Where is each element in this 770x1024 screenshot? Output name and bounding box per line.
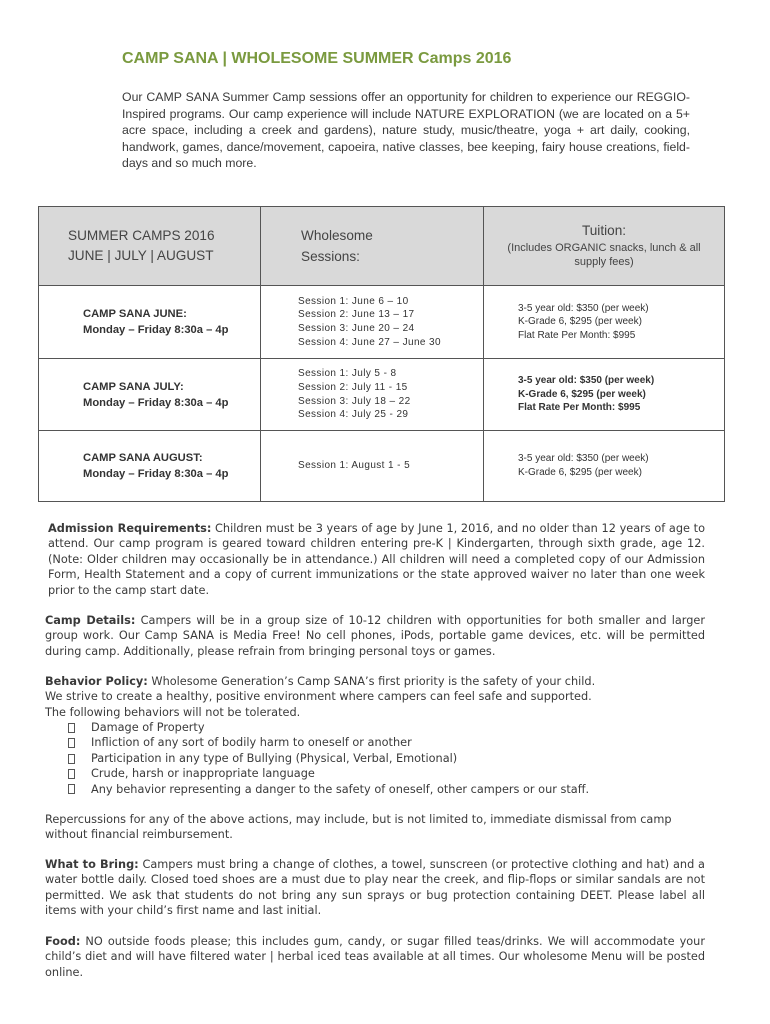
header-camps-line2: JUNE | JULY | AUGUST	[68, 248, 214, 263]
header-sessions	[261, 207, 484, 286]
bullet-box-icon	[68, 723, 75, 733]
header-camps-line1: SUMMER CAMPS 2016	[68, 228, 215, 243]
camp-name: CAMP SANA JULY:	[83, 380, 184, 393]
list-item	[68, 735, 589, 750]
camp-hours: Monday – Friday 8:30a – 4p	[83, 396, 229, 409]
session-item: Session 3: July 18 – 22	[298, 395, 411, 407]
list-item	[68, 766, 589, 781]
table-row	[39, 359, 725, 431]
session-item: Session 1: July 5 - 8	[298, 368, 397, 380]
tuition-cell	[484, 431, 725, 502]
behavior-label: Behavior Policy:	[45, 675, 148, 688]
details-section	[45, 613, 705, 659]
header-tuition-title: Tuition:	[581, 223, 627, 238]
list-item	[68, 782, 589, 797]
table-header-row	[39, 207, 725, 286]
camp-hours: Monday – Friday 8:30a – 4p	[83, 324, 229, 336]
session-item: Session 1: August 1 - 5	[298, 460, 411, 472]
admission-section	[48, 521, 705, 598]
sessions-cell	[261, 431, 484, 502]
camp-hours: Monday – Friday 8:30a – 4p	[83, 468, 229, 480]
tuition-item: 3-5 year old: $350 (per week)	[518, 375, 655, 387]
tuition-item: K-Grade 6, $295 (per week)	[518, 388, 646, 400]
session-item: Session 1: June 6 – 10	[298, 295, 409, 307]
list-item-text: Any behavior representing a danger to the safety of oneself, other campers or our staff.	[91, 782, 590, 796]
details-label: Camp Details:	[45, 614, 136, 627]
header-sessions-line1: Wholesome	[301, 228, 373, 243]
document-title: CAMP SANA | WHOLESOME SUMMER Camps 2016	[122, 50, 512, 67]
behavior-line1: Wholesome Generation’s Camp SANA’s first priority is the safety of your child.	[147, 675, 596, 688]
table-row	[39, 286, 725, 359]
admission-label: Admission Requirements:	[48, 522, 212, 535]
camps-table	[38, 206, 725, 502]
header-tuition	[484, 207, 725, 286]
sessions-cell	[261, 359, 484, 431]
camp-name: CAMP SANA AUGUST:	[83, 452, 203, 464]
bullet-box-icon	[68, 769, 75, 779]
table-row	[39, 431, 725, 502]
header-tuition-note: (Includes ORGANIC snacks, lunch & all supply fees)	[507, 242, 701, 268]
list-item	[68, 720, 589, 735]
header-sessions-line2: Sessions:	[301, 249, 360, 264]
bring-section	[45, 857, 705, 919]
behavior-list	[68, 720, 589, 797]
session-item: Session 2: June 13 – 17	[298, 309, 415, 321]
food-section	[45, 934, 705, 980]
camp-name-cell	[39, 359, 261, 431]
sessions-cell	[261, 286, 484, 359]
tuition-cell	[484, 359, 725, 431]
list-item	[68, 751, 589, 766]
tuition-item: 3-5 year old: $350 (per week)	[518, 453, 649, 465]
behavior-line3: The following behaviors will not be tolerated.	[45, 705, 301, 719]
bring-label: What to Bring:	[45, 858, 139, 871]
tuition-item: K-Grade 6, $295 (per week)	[518, 467, 642, 478]
tuition-item: 3-5 year old: $350 (per week)	[518, 302, 649, 314]
details-text: Campers will be in a group size of 10-12 children with opportunities for both smaller and larger group work. Our Camp SANA is Media Free! No cell phones, iPods, portable game devices, etc. will be permitted during camp. Additionally, please refrain from bringing personal toys or games.	[45, 614, 706, 658]
list-item-text: Participation in any type of Bullying (Physical, Verbal, Emotional)	[91, 751, 458, 765]
admission-text: Children must be 3 years of age by June 1, 2016, and no older than 12 years of age to attend. Our camp program is geared toward children entering pre-K | Kindergarten, through sixth grade, age 12. (Note: Older children may occasionally be in attendance.) All children will need a completed copy of our Admission Form, Health Statement and a copy of current immunizations or the state approved waiver no later than one week prior to the camp start date.	[48, 522, 705, 597]
behavior-line2: We strive to create a healthy, positive environment where campers can feel safe and supported.	[45, 690, 592, 704]
bring-text: Campers must bring a change of clothes, a towel, sunscreen (or protective clothing and hat) and a water bottle daily. Closed toed shoes are a must due to play near the creek, and flip-flops or similar sandals are not permitted. We ask that students do not bring any sun sprays or bug protection containing DEET. Please label all items with your child’s first name and last initial.	[45, 858, 705, 918]
bullet-box-icon	[68, 738, 75, 748]
session-item: Session 4: June 27 – June 30	[298, 336, 441, 348]
list-item-text: Damage of Property	[91, 721, 205, 734]
food-text: NO outside foods please; this includes gum, candy, or sugar filled teas/drinks. We will accommodate your child’s diet and will have filtered water | herbal iced teas available at all times. Our wholesome Menu will be posted online.	[45, 935, 705, 979]
behavior-section	[45, 674, 705, 720]
session-item: Session 3: June 20 – 24	[298, 323, 415, 334]
header-camps	[39, 207, 261, 286]
bullet-box-icon	[68, 784, 75, 794]
repercussions-paragraph: Repercussions for any of the above actions, may include, but is not limited to, immediate dismissal from camp without financial reimbursement.	[45, 813, 672, 842]
camp-name: CAMP SANA JUNE:	[83, 308, 187, 320]
tuition-item: Flat Rate Per Month: $995	[518, 329, 636, 341]
food-label: Food:	[45, 935, 81, 948]
tuition-item: Flat Rate Per Month: $995	[518, 402, 641, 414]
camp-name-cell	[39, 431, 261, 502]
list-item-text: Infliction of any sort of bodily harm to oneself or another	[91, 736, 412, 750]
tuition-cell	[484, 286, 725, 359]
session-item: Session 2: July 11 - 15	[298, 381, 408, 393]
intro-paragraph: Our CAMP SANA Summer Camp sessions offer an opportunity for children to experience our REGGIO-Inspired programs. Our camp experience will include NATURE EXPLORATION (we are located on a 5+ acre space, including a creek and gardens), nature study, music/theatre, yoga + art daily, cooking, handwork, games, dance/movement, capoeira, native classes, bee keeping, fairy house creations, field-days and so much more.	[122, 90, 690, 171]
camp-name-cell	[39, 286, 261, 359]
tuition-item: K-Grade 6, $295 (per week)	[518, 316, 642, 328]
list-item-text: Crude, harsh or inappropriate language	[91, 767, 315, 781]
bullet-box-icon	[68, 754, 75, 764]
session-item: Session 4: July 25 - 29	[298, 409, 409, 421]
